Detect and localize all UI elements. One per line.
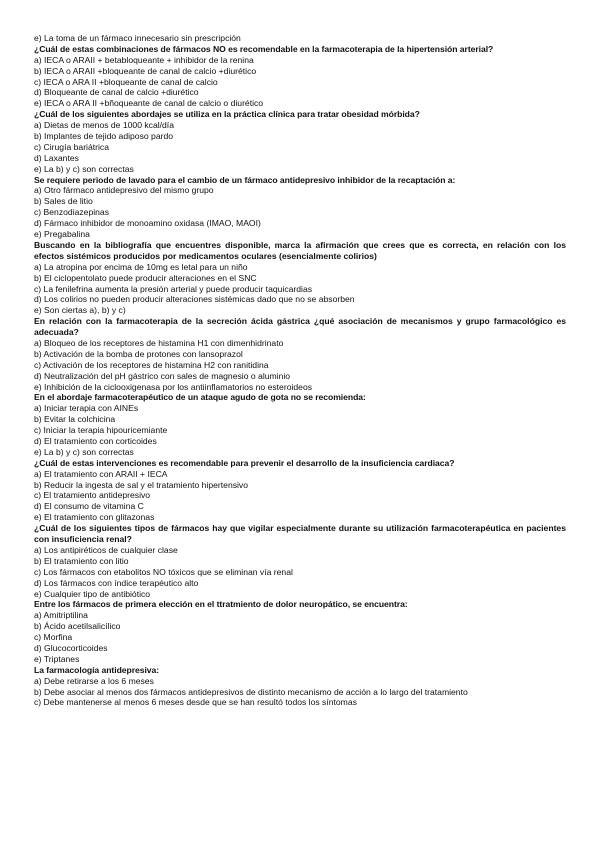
- answer-option: e) Cualquier tipo de antibiótico: [34, 588, 151, 599]
- answer-option: e) Triptanes: [34, 653, 80, 664]
- answer-option: d) El tratamiento con corticoides: [34, 436, 157, 447]
- answer-option: e) IECA o ARA II +bñoqueante de canal de calcio o diurético: [34, 98, 264, 109]
- answer-option: c) Activación de los receptores de histamina H2 con ranitidina: [34, 359, 269, 370]
- question-text: En relación con la farmacoterapia de la secreción ácida gástrica ¿qué asociación de mecanismos y grupo farmacológico es adecuada?: [34, 316, 566, 338]
- answer-option: a) Debe retirarse a los 6 meses: [34, 675, 154, 686]
- answer-option: b) Activación de la bomba de protones con lansoprazol: [34, 348, 243, 359]
- answer-option: a) IECA o ARAII + betabloqueante + inhibidor de la renina: [34, 54, 254, 65]
- answer-option: e) La b) y c) son correctas: [34, 446, 134, 457]
- answer-option: a) Iniciar terapia con AINEs: [34, 403, 139, 414]
- question-text: Entre los fármacos de primera elección en el ttratmiento de dolor neuropático, se encuentra:: [34, 599, 408, 610]
- answer-option: b) Evitar la colchicina: [34, 414, 116, 425]
- answer-option: c) Debe mantenerse al menos 6 meses desde que se han resultó todos los síntomas: [34, 697, 357, 708]
- question-text: La farmacología antidepresiva:: [34, 664, 160, 675]
- question-text: ¿Cuál de estas combinaciones de fármacos NO es recomendable en la farmacoterapia de la hipertensión arterial?: [34, 43, 494, 54]
- answer-option: a) La atropina por encima de 10mg es letal para un niño: [34, 261, 248, 272]
- answer-option: b) IECA o ARAII +bloqueante de canal de calcio +diurético: [34, 65, 257, 76]
- question-text: Buscando en la bibliografía que encuentres disponible, marca la afirmación que crees que es correcta, en relación con los efectos sistémicos producidos por medicamentos oculares (esencialmente colirios): [34, 239, 566, 261]
- answer-option: d) Fármaco inhibidor de monoamino oxidasa (IMAO, MAOI): [34, 218, 261, 229]
- answer-option: b) El tratamiento con litio: [34, 555, 129, 566]
- question-text: ¿Cuál de estas intervenciones es recomendable para prevenir el desarrollo de la insuficiencia cardiaca?: [34, 457, 455, 468]
- answer-option: c) Los fármacos con etabolitos NO tóxicos que se eliminan vía renal: [34, 566, 293, 577]
- question-text: En el abordaje farmacoterapéutico de un ataque agudo de gota no se recomienda:: [34, 392, 366, 403]
- answer-option: e) El tratamiento con glitazonas: [34, 512, 155, 523]
- answer-option: c) El tratamiento antidepresivo: [34, 490, 151, 501]
- answer-option: e) La b) y c) son correctas: [34, 163, 134, 174]
- question-text: Se requiere periodo de lavado para el cambio de un fármaco antidepresivo inhibidor de la recaptación a:: [34, 174, 456, 185]
- answer-option: c) Benzodiazepinas: [34, 207, 110, 218]
- question-text: ¿Cuál de los siguientes tipos de fármacos hay que vigilar especialmente durante su utilización farmacoterapéutica en pacientes con insuficiencia renal?: [34, 523, 566, 545]
- question-text: ¿Cuál de los siguientes abordajes se utiliza en la práctica clínica para tratar obesidad mórbida?: [34, 109, 420, 120]
- answer-option: d) Los colirios no pueden producir alteraciones sistémicas dado que no se absorben: [34, 294, 355, 305]
- answer-option: a) Dietas de menos de 1000 kcal/día: [34, 120, 174, 131]
- answer-option: a) Otro fármaco antidepresivo del mismo grupo: [34, 185, 214, 196]
- answer-option: b) Sales de litio: [34, 196, 93, 207]
- answer-option: d) Glucocorticoides: [34, 642, 108, 653]
- answer-option: c) IECA o ARA II +bloqueante de canal de calcio: [34, 76, 218, 87]
- answer-option: a) Los antipiréticos de cualquier clase: [34, 544, 178, 555]
- answer-option: c) Morfina: [34, 632, 73, 643]
- answer-option: d) Laxantes: [34, 152, 79, 163]
- answer-option: e) Son ciertas a), b) y c): [34, 305, 126, 316]
- answer-option: a) El tratamiento con ARAII + IECA: [34, 468, 168, 479]
- answer-option: d) Neutralización del pH gástrico con sales de magnesio o aluminio: [34, 370, 291, 381]
- answer-option: a) Bloqueo de los receptores de histamina H1 con dimenhidrinato: [34, 338, 284, 348]
- answer-option: e) Pregabalina: [34, 229, 90, 240]
- answer-option: d) El consumo de vitamina C: [34, 501, 144, 512]
- answer-option: e) Inhibición de la ciclooxigenasa por los antiinflamatorios no esteroideos: [34, 381, 313, 392]
- answer-option: b) Implantes de tejido adiposo pardo: [34, 131, 174, 142]
- answer-option: c) La fenilefrina aumenta la presión arterial y puede producir taquicardias: [34, 283, 313, 294]
- answer-option: b) El ciclopentolato puede producir alteraciones en el SNC: [34, 272, 257, 283]
- answer-option: a) Amitriptilina: [34, 610, 88, 621]
- answer-option: c) Cirugía bariátrica: [34, 141, 109, 152]
- answer-option: d) Los fármacos con índice terapéutico alto: [34, 577, 199, 588]
- answer-option: c) Iniciar la terapia hipouricemiante: [34, 425, 168, 436]
- answer-option: b) Debe asociar al menos dos fármacos antidepresivos de distinto mecanismo de acción a lo largo del tratamiento: [34, 686, 468, 697]
- document-page: [34, 33, 566, 708]
- answer-option: d) Bloqueante de canal de calcio +diurético: [34, 87, 199, 98]
- answer-option: e) La toma de un fármaco innecesario sin prescripción: [34, 33, 241, 43]
- answer-option: b) Ácido acetilsalicílico: [34, 621, 121, 632]
- answer-option: b) Reducir la ingesta de sal y el tratamiento hipertensivo: [34, 479, 249, 490]
